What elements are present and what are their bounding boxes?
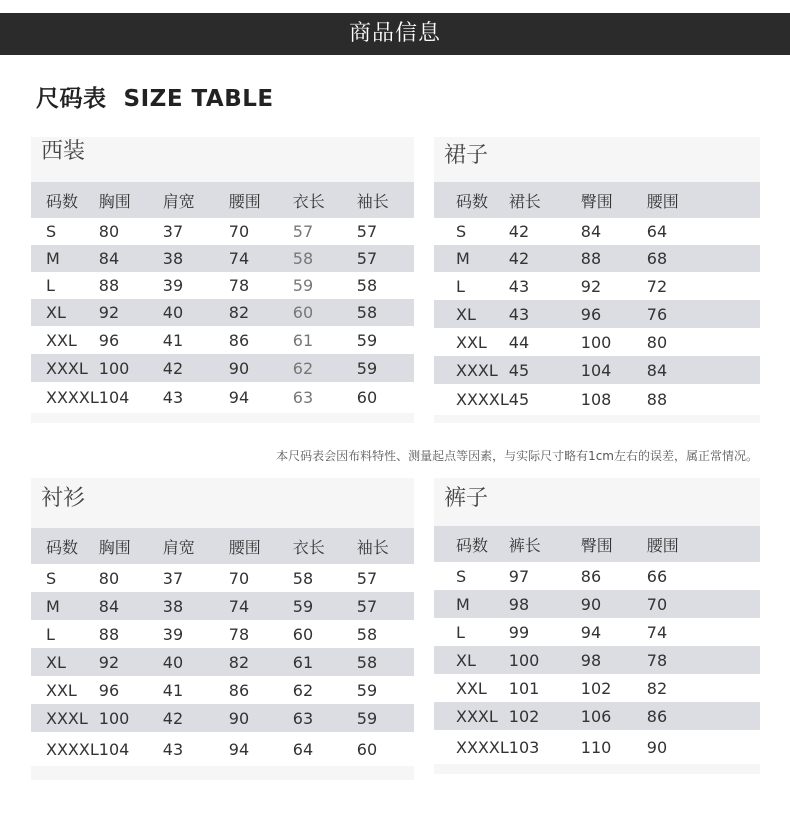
size-label: XXXL: [434, 356, 509, 384]
table-row: [434, 245, 760, 272]
size-table-heading: 尺码表 SIZE TABLE: [36, 86, 274, 112]
measurement-cell: 86: [647, 702, 760, 730]
table-row: [31, 272, 414, 299]
measurement-cell: 78: [229, 272, 293, 299]
measurement-cell: 59: [357, 354, 414, 382]
measurement-cell: 84: [647, 356, 760, 384]
measurement-cell: 40: [163, 648, 229, 676]
size-label: XXXXL: [31, 732, 99, 766]
measurement-cell: 60: [293, 299, 357, 326]
size-label: L: [434, 618, 509, 646]
table-row: [434, 730, 760, 764]
measurement-cell: 82: [229, 648, 293, 676]
measurement-cell: 58: [357, 620, 414, 648]
measurement-cell: 60: [293, 620, 357, 648]
size-label: XXL: [434, 328, 509, 356]
measurement-cell: 60: [357, 382, 414, 413]
column-header: 袖长: [357, 528, 414, 564]
measurement-cell: 99: [509, 618, 581, 646]
measurement-cell: 110: [581, 730, 647, 764]
measurement-cell: 59: [357, 704, 414, 732]
measurement-cell: 38: [163, 245, 229, 272]
measurement-cell: 94: [229, 732, 293, 766]
size-label: XXXXL: [434, 730, 509, 764]
measurement-cell: 101: [509, 674, 581, 702]
table-row: [31, 704, 414, 732]
size-label: S: [434, 218, 509, 245]
measurement-cell: 58: [293, 245, 357, 272]
measurement-cell: 90: [229, 354, 293, 382]
measurement-cell: 84: [99, 592, 163, 620]
table-row: [434, 674, 760, 702]
measurement-cell: 98: [509, 590, 581, 618]
table-row: [434, 356, 760, 384]
table-row: [31, 326, 414, 354]
measurement-cell: 90: [647, 730, 760, 764]
measurement-cell: 103: [509, 730, 581, 764]
column-header: 腰围: [229, 182, 293, 218]
measurement-cell: 43: [163, 382, 229, 413]
column-header: 码数: [31, 182, 99, 218]
measurement-cell: 96: [581, 300, 647, 328]
size-label: M: [31, 245, 99, 272]
skirt-size-table: [434, 182, 760, 415]
skirt-panel-title: 裙子: [444, 143, 489, 168]
column-header: 码数: [434, 526, 509, 562]
shirt-panel-title: 衬衫: [41, 486, 86, 511]
measurement-cell: 104: [99, 732, 163, 766]
measurement-cell: 42: [509, 245, 581, 272]
measurement-cell: 100: [581, 328, 647, 356]
size-label: M: [31, 592, 99, 620]
measurement-cell: 102: [509, 702, 581, 730]
measurement-cell: 40: [163, 299, 229, 326]
size-label: S: [31, 218, 99, 245]
measurement-cell: 45: [509, 356, 581, 384]
size-label: L: [434, 272, 509, 300]
measurement-cell: 74: [229, 245, 293, 272]
table-row: [434, 300, 760, 328]
measurement-cell: 45: [509, 384, 581, 415]
measurement-cell: 59: [293, 272, 357, 299]
size-label: XXXXL: [31, 382, 99, 413]
table-row: [434, 218, 760, 245]
column-header: 裙长: [509, 182, 581, 218]
column-header: 腰围: [647, 182, 760, 218]
column-header: 码数: [31, 528, 99, 564]
measurement-cell: 92: [581, 272, 647, 300]
measurement-cell: 41: [163, 326, 229, 354]
measurement-cell: 72: [647, 272, 760, 300]
table-row: [31, 382, 414, 413]
measurement-cell: 42: [509, 218, 581, 245]
size-label: XL: [31, 299, 99, 326]
measurement-cell: 106: [581, 702, 647, 730]
measurement-cell: 70: [647, 590, 760, 618]
table-row: [31, 676, 414, 704]
banner-title: 商品信息: [348, 21, 441, 46]
measurement-cell: 64: [647, 218, 760, 245]
shirt-size-panel: [31, 478, 414, 780]
measurement-cell: 39: [163, 620, 229, 648]
measurement-cell: 57: [357, 592, 414, 620]
measurement-cell: 41: [163, 676, 229, 704]
size-label: M: [434, 590, 509, 618]
skirt-size-panel: [434, 137, 760, 423]
measurement-cell: 58: [357, 299, 414, 326]
column-header: 臀围: [581, 526, 647, 562]
measurement-cell: 86: [229, 326, 293, 354]
measurement-cell: 88: [99, 272, 163, 299]
measurement-cell: 57: [357, 245, 414, 272]
measurement-cell: 43: [509, 272, 581, 300]
measurement-cell: 82: [647, 674, 760, 702]
measurement-cell: 57: [357, 218, 414, 245]
measurement-cell: 38: [163, 592, 229, 620]
measurement-cell: 64: [293, 732, 357, 766]
size-label: XXL: [31, 676, 99, 704]
measurement-cell: 58: [293, 564, 357, 592]
size-label: XL: [31, 648, 99, 676]
table-row: [31, 648, 414, 676]
suit-size-table: [31, 182, 414, 413]
table-row: [434, 590, 760, 618]
column-header: 胸围: [99, 182, 163, 218]
measurement-cell: 90: [581, 590, 647, 618]
size-label: L: [31, 272, 99, 299]
measurement-cell: 43: [163, 732, 229, 766]
measurement-cell: 61: [293, 648, 357, 676]
measurement-cell: 84: [581, 218, 647, 245]
measurement-cell: 76: [647, 300, 760, 328]
size-label: XXL: [434, 674, 509, 702]
measurement-cell: 61: [293, 326, 357, 354]
measurement-cell: 80: [99, 218, 163, 245]
measurement-cell: 63: [293, 382, 357, 413]
measurement-cell: 80: [647, 328, 760, 356]
shirt-size-table: [31, 528, 414, 766]
suit-panel-title: 西装: [41, 139, 86, 164]
table-header-row: [434, 526, 760, 562]
size-label: XXXXL: [434, 384, 509, 415]
table-row: [434, 618, 760, 646]
measurement-cell: 37: [163, 564, 229, 592]
measurement-cell: 80: [99, 564, 163, 592]
size-label: S: [434, 562, 509, 590]
measurement-cell: 59: [357, 326, 414, 354]
suit-size-panel: [31, 137, 414, 423]
measurement-cell: 92: [99, 299, 163, 326]
table-row: [434, 646, 760, 674]
measurement-cell: 43: [509, 300, 581, 328]
table-row: [31, 620, 414, 648]
measurement-cell: 88: [647, 384, 760, 415]
measurement-cell: 97: [509, 562, 581, 590]
measurement-cell: 94: [229, 382, 293, 413]
measurement-cell: 96: [99, 676, 163, 704]
table-row: [434, 272, 760, 300]
measurement-cell: 63: [293, 704, 357, 732]
table-row: [434, 328, 760, 356]
column-header: 衣长: [293, 528, 357, 564]
measurement-cell: 44: [509, 328, 581, 356]
measurement-cell: 60: [357, 732, 414, 766]
table-row: [434, 562, 760, 590]
column-header: 胸围: [99, 528, 163, 564]
measurement-cell: 70: [229, 218, 293, 245]
measurement-cell: 98: [581, 646, 647, 674]
measurement-cell: 74: [229, 592, 293, 620]
measurement-cell: 57: [357, 564, 414, 592]
measurement-cell: 92: [99, 648, 163, 676]
measurement-cell: 88: [581, 245, 647, 272]
measurement-cell: 59: [357, 676, 414, 704]
measurement-cell: 74: [647, 618, 760, 646]
column-header: 裤长: [509, 526, 581, 562]
measurement-cell: 78: [229, 620, 293, 648]
measurement-cell: 37: [163, 218, 229, 245]
measurement-cell: 59: [293, 592, 357, 620]
size-label: L: [31, 620, 99, 648]
table-row: [434, 384, 760, 415]
size-label: XXXL: [31, 704, 99, 732]
size-label: S: [31, 564, 99, 592]
size-label: XXL: [31, 326, 99, 354]
size-disclaimer-note: 本尺码表会因布料特性、测量起点等因素，与实际尺寸略有1cm左右的误差，属正常情况。: [276, 449, 758, 463]
table-header-row: [434, 182, 760, 218]
column-header: 腰围: [229, 528, 293, 564]
measurement-cell: 104: [581, 356, 647, 384]
measurement-cell: 82: [229, 299, 293, 326]
table-row: [31, 354, 414, 382]
measurement-cell: 42: [163, 354, 229, 382]
column-header: 肩宽: [163, 528, 229, 564]
measurement-cell: 108: [581, 384, 647, 415]
measurement-cell: 62: [293, 354, 357, 382]
measurement-cell: 57: [293, 218, 357, 245]
table-row: [31, 732, 414, 766]
measurement-cell: 78: [647, 646, 760, 674]
size-label: XXXL: [434, 702, 509, 730]
column-header: 臀围: [581, 182, 647, 218]
column-header: 袖长: [357, 182, 414, 218]
table-row: [31, 245, 414, 272]
measurement-cell: 58: [357, 648, 414, 676]
size-label: XL: [434, 646, 509, 674]
measurement-cell: 58: [357, 272, 414, 299]
measurement-cell: 62: [293, 676, 357, 704]
size-label: M: [434, 245, 509, 272]
table-header-row: [31, 182, 414, 218]
measurement-cell: 84: [99, 245, 163, 272]
measurement-cell: 68: [647, 245, 760, 272]
measurement-cell: 104: [99, 382, 163, 413]
pants-size-panel: [434, 478, 760, 774]
measurement-cell: 86: [229, 676, 293, 704]
measurement-cell: 70: [229, 564, 293, 592]
measurement-cell: 102: [581, 674, 647, 702]
table-row: [434, 702, 760, 730]
column-header: 肩宽: [163, 182, 229, 218]
table-row: [31, 299, 414, 326]
size-label: XXXL: [31, 354, 99, 382]
column-header: 衣长: [293, 182, 357, 218]
measurement-cell: 39: [163, 272, 229, 299]
measurement-cell: 100: [99, 354, 163, 382]
measurement-cell: 42: [163, 704, 229, 732]
table-row: [31, 564, 414, 592]
column-header: 码数: [434, 182, 509, 218]
measurement-cell: 94: [581, 618, 647, 646]
pants-size-table: [434, 526, 760, 764]
measurement-cell: 100: [509, 646, 581, 674]
column-header: 腰围: [647, 526, 760, 562]
pants-panel-title: 裤子: [444, 486, 489, 511]
measurement-cell: 90: [229, 704, 293, 732]
measurement-cell: 86: [581, 562, 647, 590]
size-label: XL: [434, 300, 509, 328]
measurement-cell: 66: [647, 562, 760, 590]
table-header-row: [31, 528, 414, 564]
table-row: [31, 218, 414, 245]
measurement-cell: 100: [99, 704, 163, 732]
measurement-cell: 96: [99, 326, 163, 354]
page-banner: [0, 13, 790, 55]
table-row: [31, 592, 414, 620]
measurement-cell: 88: [99, 620, 163, 648]
